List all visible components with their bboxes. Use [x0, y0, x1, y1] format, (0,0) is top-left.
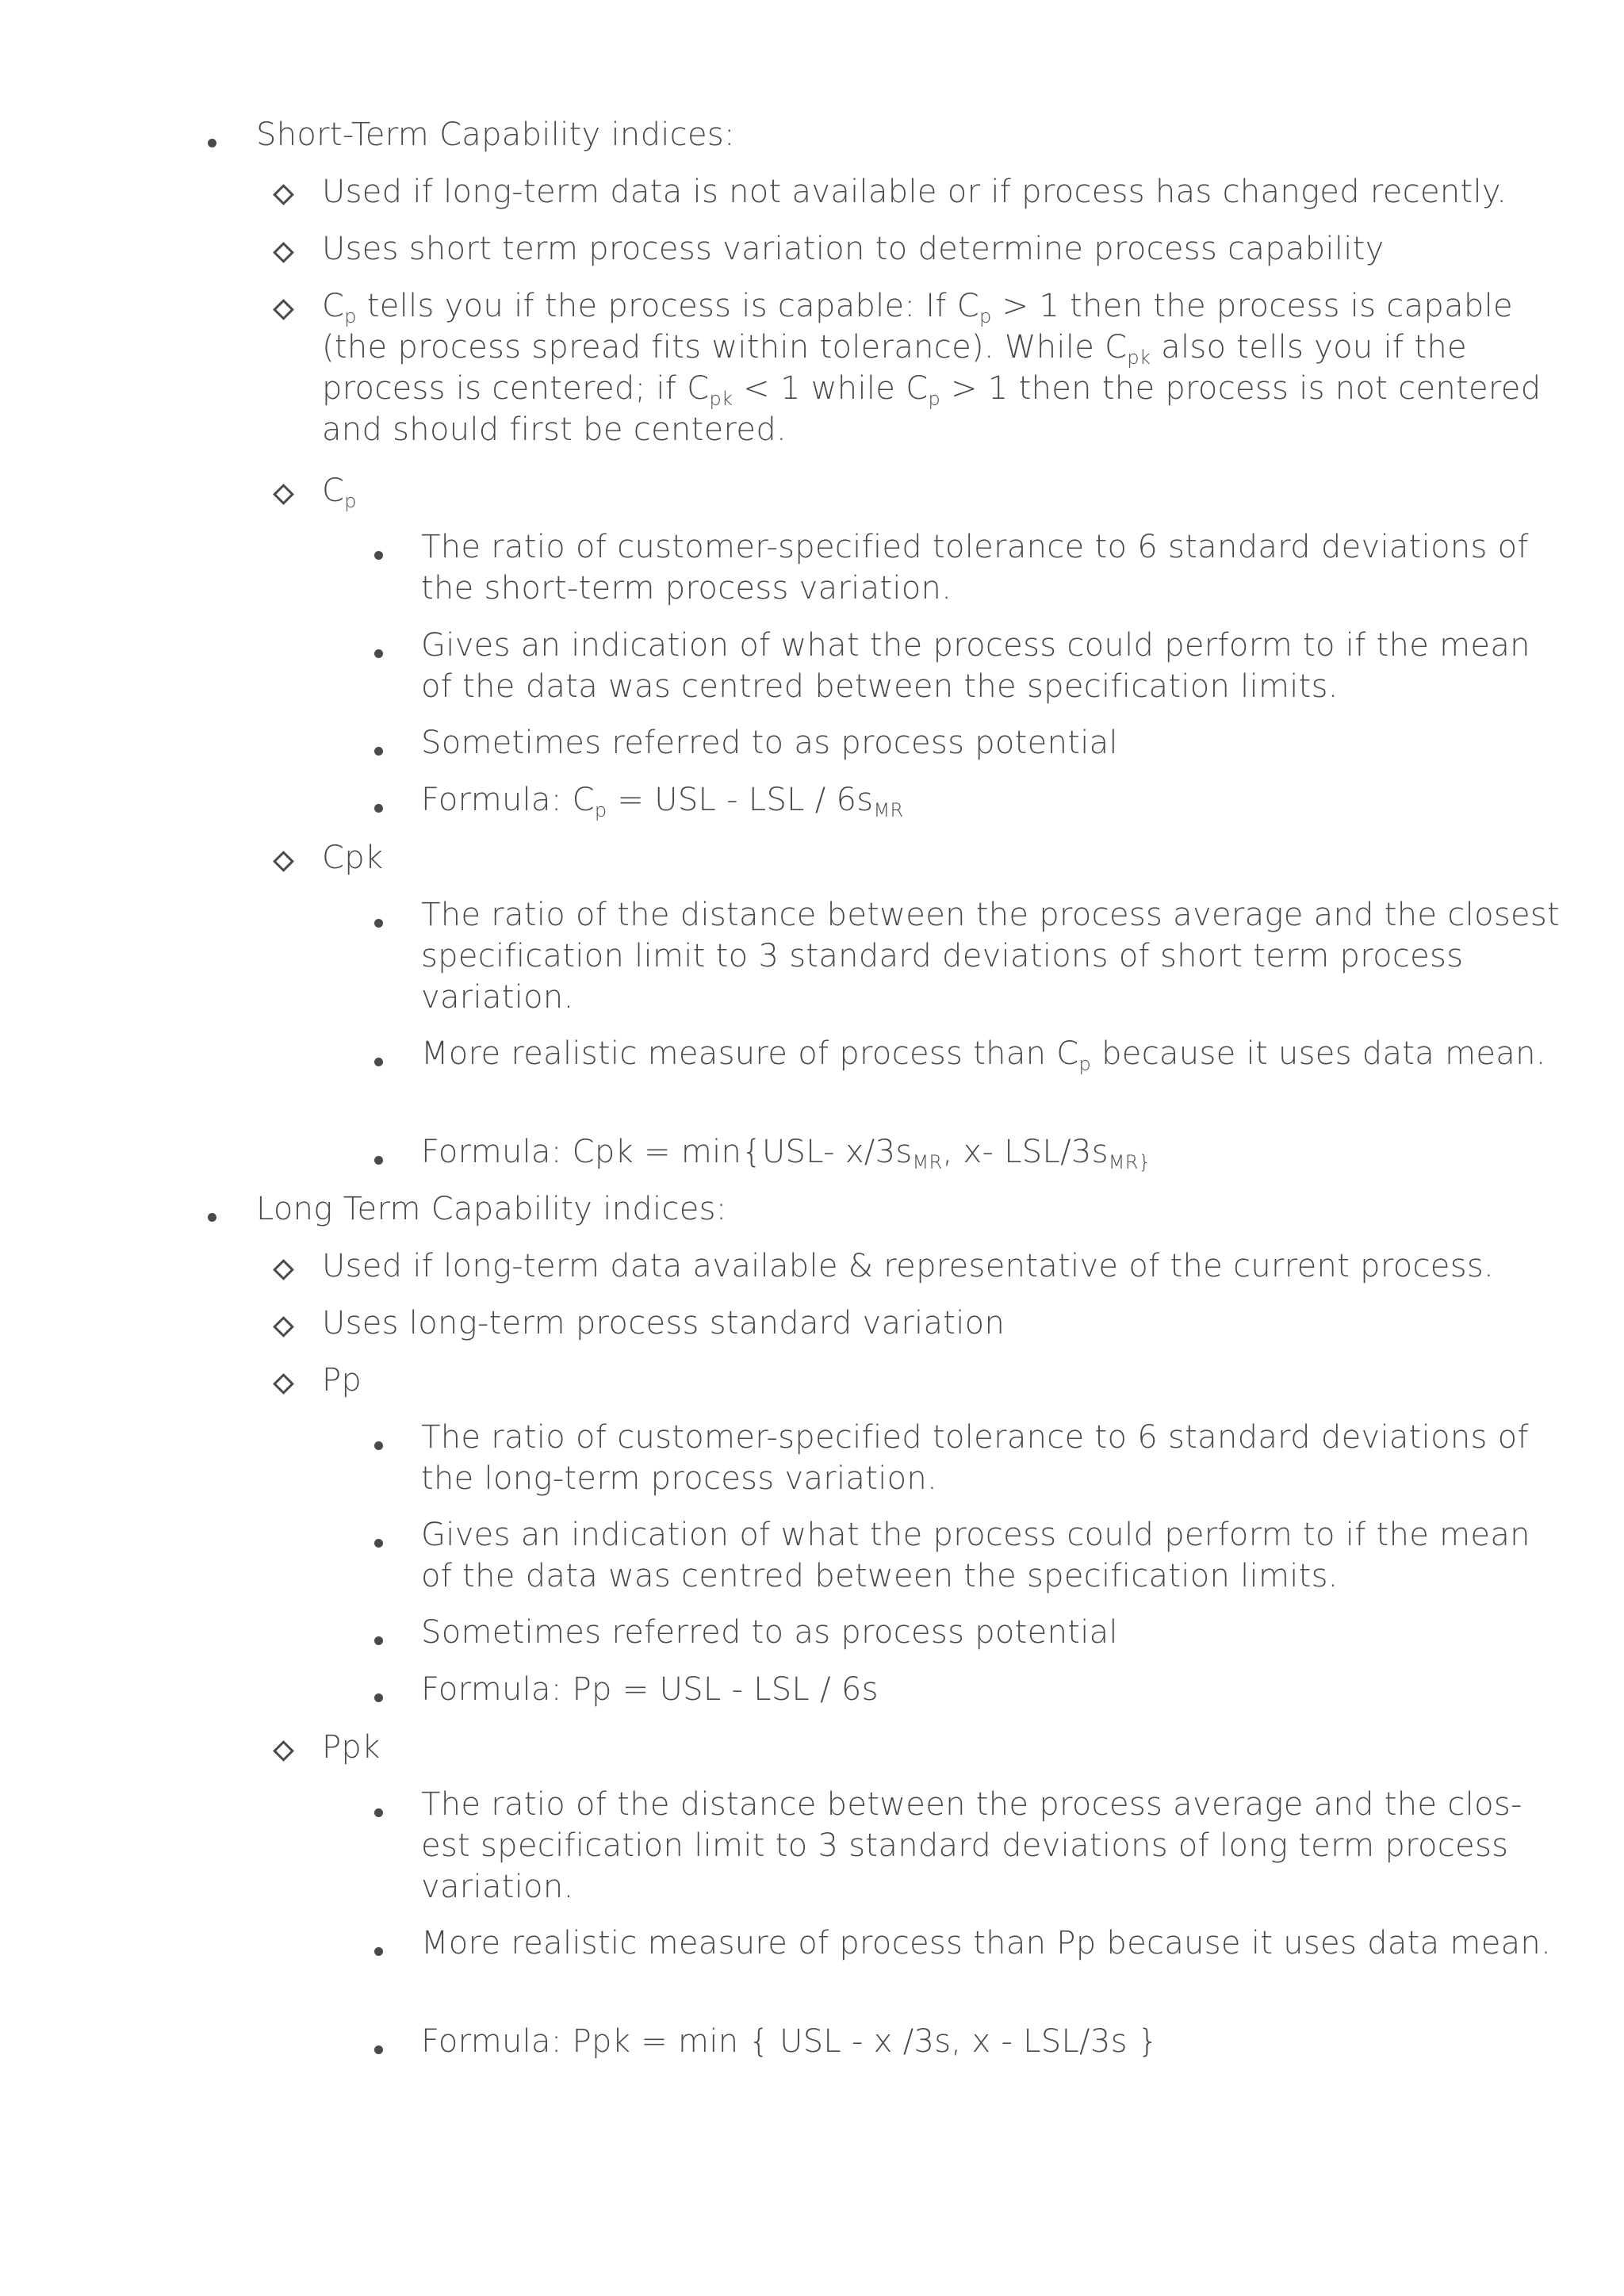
bullet-icon [374, 1671, 383, 1712]
diamond-bullet-icon [276, 288, 291, 331]
diamond-bullet-icon [276, 1362, 291, 1405]
bullet-icon [374, 897, 383, 938]
bullet-icon [374, 782, 383, 823]
ppk-label: Ppk [322, 1729, 381, 1766]
pp-potential-text: Sometimes referred to as process potential [421, 1614, 1118, 1651]
cpk-realistic-text: More realistic measure of process than $C_p$ because it uses data mean. [421, 1035, 1546, 1075]
long-term-uses: Uses long-term process standard variation [322, 1305, 1005, 1341]
bullet-icon [374, 1925, 383, 1966]
bullet-icon [374, 725, 383, 766]
short-term-used-if: Used if long-term data is not available or if process has changed recently. [322, 174, 1507, 210]
diamond-bullet-icon [276, 840, 291, 882]
cpk-label: Cpk [322, 840, 384, 876]
bullet-icon [208, 117, 216, 158]
cp-explanation: $C_p$ tells you if the process is capable: If $C_p > 1$ then the process is capable (the process spread fits within tolerance). While $C_{pk}$ also tells you if the process is centered; if $C_{pk} < 1$ while $C_p > 1$ then the process is not centered and should first be centered. [322, 288, 1542, 448]
bullet-icon [374, 627, 383, 668]
bullet-icon [374, 1786, 383, 1827]
bullet-icon [374, 1419, 383, 1460]
diamond-bullet-icon [276, 1729, 291, 1772]
cpk-ratio-text: The ratio of the distance between the process average and the closest specification limit to 3 standard deviations of short term process variation. [421, 897, 1561, 1016]
cpk-formula: Formula: Cpk = min{USL- $x/3s_{MR}$, x- LSL/$3s_{MR\}}$ [421, 1134, 1151, 1173]
pp-label: Pp [322, 1362, 362, 1399]
pp-ratio-text: The ratio of customer-specified tolerance to 6 standard deviations of the long-term process variation. [421, 1419, 1529, 1497]
ppk-formula: Formula: Ppk = min { USL - x /3s, x - LSL/3s } [421, 2023, 1159, 2060]
ppk-ratio-text: The ratio of the distance between the process average and the clos-est specification limit to 3 standard deviations of long term process variation. [421, 1786, 1522, 1905]
short-term-uses: Uses short term process variation to determine process capability [322, 231, 1385, 267]
cp-label: $C_p$ [322, 473, 357, 512]
bullet-icon [374, 1134, 383, 1175]
bullet-icon [374, 1517, 383, 1558]
cp-formula: Formula: $C_p$ = USL - LSL / $6s_{MR}$ [421, 782, 904, 821]
bullet-icon [208, 1191, 216, 1232]
pp-indication-text: Gives an indication of what the process could perform to if the mean of the data was centred between the specification limits. [421, 1517, 1530, 1594]
cp-indication-text: Gives an indication of what the process could perform to if the mean of the data was centred between the specification limits. [421, 627, 1530, 705]
cp-ratio-text: The ratio of customer-specified tolerance to 6 standard deviations of the short-term process variation. [421, 529, 1529, 607]
cp-potential-text: Sometimes referred to as process potential [421, 725, 1118, 761]
diamond-bullet-icon [276, 231, 291, 274]
diamond-bullet-icon [276, 173, 291, 216]
bullet-icon [374, 2023, 383, 2064]
long-term-used-if: Used if long-term data available & representative of the current process. [322, 1248, 1495, 1284]
diamond-bullet-icon [276, 1305, 291, 1348]
bullet-icon [374, 1614, 383, 1655]
ppk-realistic-text: More realistic measure of process than Pp because it uses data mean. [421, 1925, 1552, 1961]
short-term-heading: Short-Term Capability indices: [256, 117, 735, 153]
diamond-bullet-icon [276, 1248, 291, 1291]
pp-formula: Formula: Pp = USL - LSL / 6s [421, 1671, 879, 1708]
diamond-bullet-icon [276, 473, 291, 515]
bullet-icon [374, 529, 383, 570]
bullet-icon [374, 1035, 383, 1077]
long-term-heading: Long Term Capability indices: [256, 1191, 727, 1227]
